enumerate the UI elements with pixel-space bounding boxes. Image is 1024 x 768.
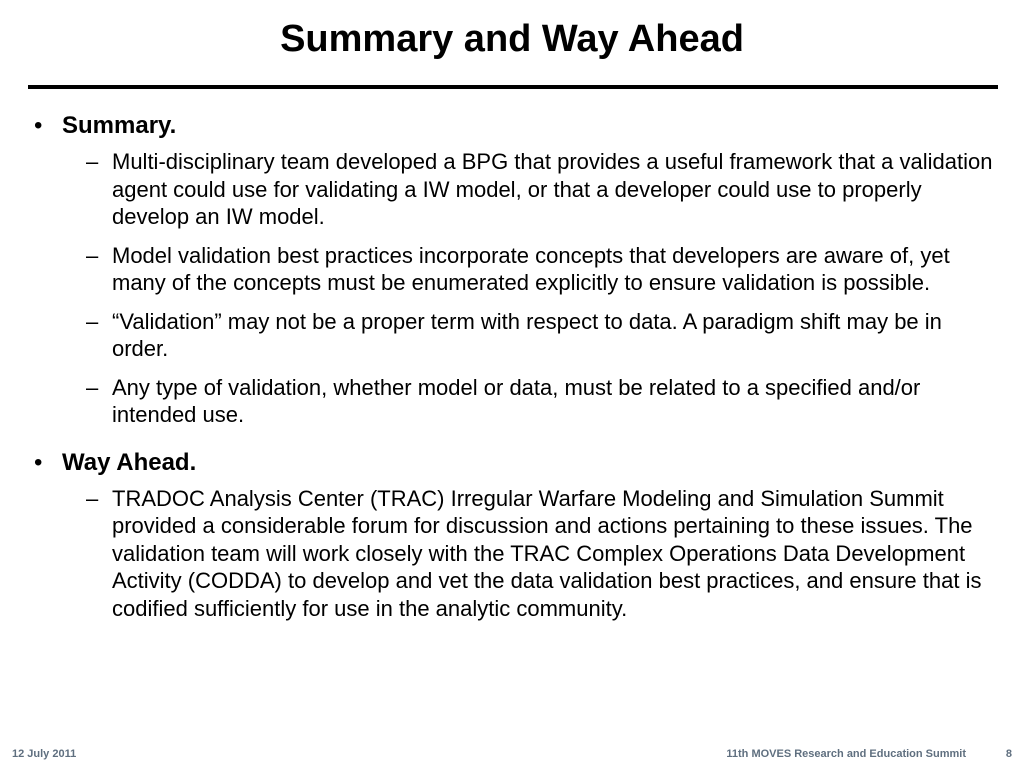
- slide-content: [34, 110, 999, 633]
- dash-icon: –: [86, 485, 99, 511]
- list-item-text: Model validation best practices incorporate concepts that developers are aware of, yet many of the concepts must be enumerated explicitly to ensure validation is possible.: [112, 242, 950, 295]
- summary-list: [86, 148, 999, 429]
- dash-icon: –: [86, 149, 99, 174]
- way-ahead-list: [86, 485, 999, 623]
- slide-title: Summary and Way Ahead: [280, 18, 744, 60]
- list-item: [86, 308, 999, 363]
- list-item: [86, 242, 999, 297]
- footer-event: 11th MOVES Research and Education Summit: [726, 748, 966, 760]
- dash-icon: –: [86, 374, 99, 400]
- list-item-text: TRADOC Analysis Center (TRAC) Irregular Warfare Modeling and Simulation Summit provided a considerable forum for discussion and actions pertaining to these issues. The validation team will work closely with the TRAC Complex Operations Data Development Activity (CODDA) to develop and vet the data validation best practices, and ensure that is codified sufficiently for use in the analytic community.: [112, 485, 982, 621]
- footer-date: 12 July 2011: [12, 748, 77, 760]
- bullet-icon: •: [34, 112, 43, 139]
- list-item-text: Any type of validation, whether model or data, must be related to a specified and/or intended use.: [112, 374, 921, 427]
- bullet-icon: •: [34, 448, 43, 476]
- section-heading: Way Ahead.: [62, 448, 197, 476]
- dash-icon: –: [86, 242, 99, 268]
- title-divider: [28, 85, 998, 89]
- list-item-text: Multi-disciplinary team developed a BPG that provides a useful framework that a validation agent could use for validating a IW model, or that a developer could use to properly develop an IW model.: [112, 149, 993, 229]
- page-number: 8: [1005, 748, 1012, 760]
- list-item: [86, 485, 999, 623]
- section-way-ahead: [34, 447, 999, 623]
- list-item: [86, 148, 999, 231]
- list-item-text: “Validation” may not be a proper term with respect to data. A paradigm shift may be in order.: [112, 308, 942, 361]
- section-summary: [34, 110, 999, 429]
- list-item: [86, 374, 999, 429]
- dash-icon: –: [86, 308, 99, 334]
- section-heading: Summary.: [62, 112, 177, 139]
